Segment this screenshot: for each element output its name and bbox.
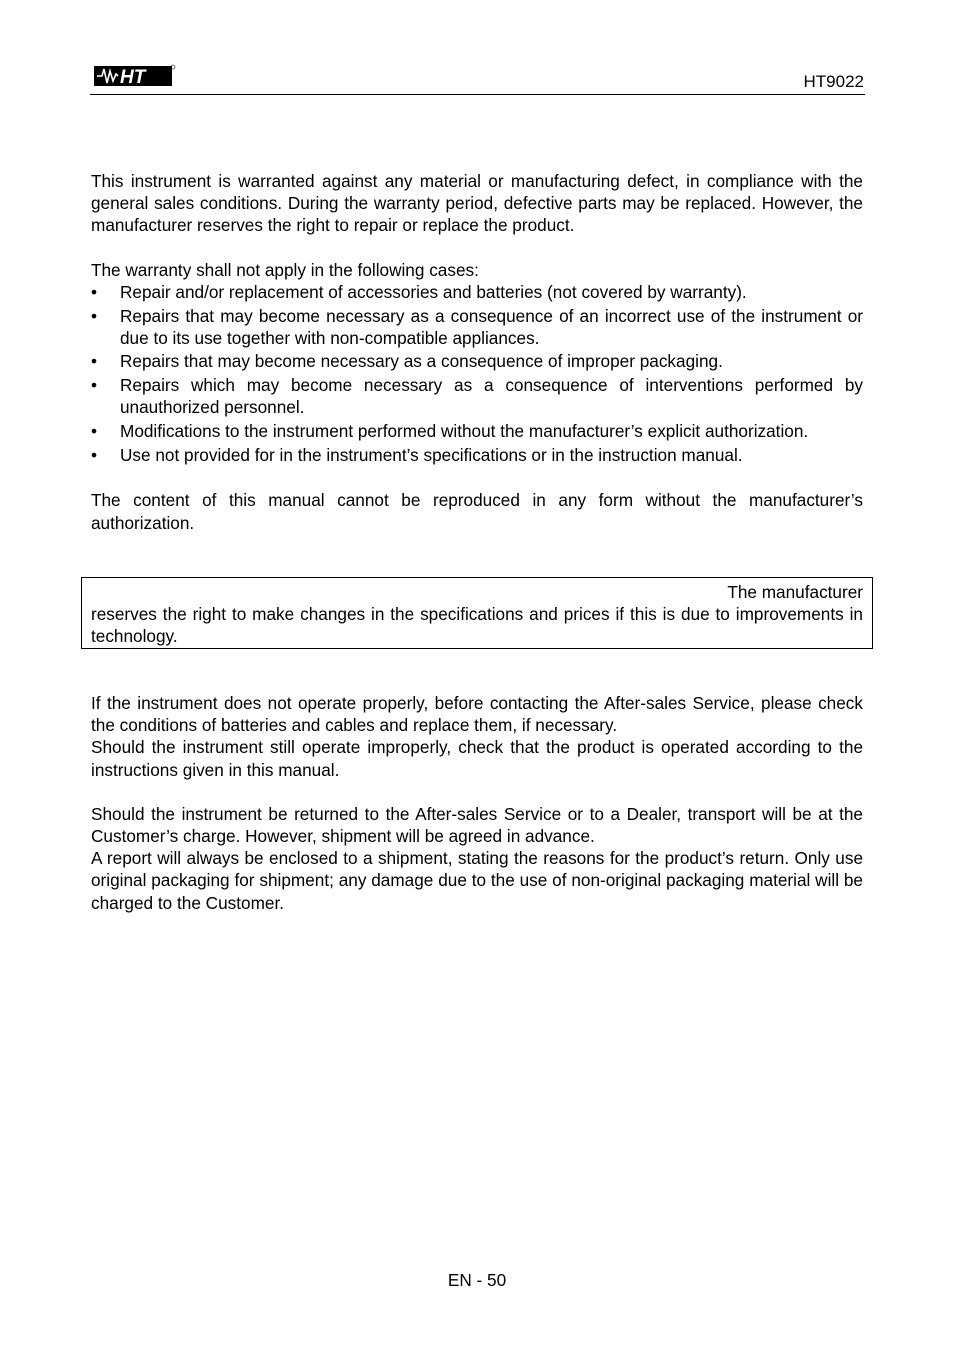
bullet-icon: •	[91, 375, 98, 396]
service-paragraph-4: A report will always be enclosed to a shipment, stating the reasons for the product’s return. Only use original packaging for shipment; any damage due to the use of non-original packaging material will be charged to the Customer.	[91, 848, 863, 913]
service-paragraph-2: Should the instrument still operate improperly, check that the product is operated according to the instructions given in this manual.	[91, 737, 863, 780]
bullet-icon: •	[91, 351, 98, 372]
list-item: • Repairs that may become necessary as a consequence of improper packaging.	[91, 351, 723, 372]
exclusions-list	[91, 281, 863, 466]
bullet-icon: •	[91, 305, 98, 326]
page-number: EN - 50	[447, 1270, 507, 1290]
warranty-section	[91, 170, 863, 534]
list-item: • Use not provided for in the instrument’s specifications or in the instruction manual.	[91, 444, 743, 465]
exclusions-title: The warranty shall not apply in the following cases:	[91, 259, 479, 280]
ht-logo	[94, 62, 176, 88]
list-item: • Repairs which may become necessary as a consequence of interventions performed by unauthorized personnel.	[91, 375, 863, 418]
page-header	[90, 60, 865, 95]
list-item: • Modifications to the instrument performed without the manufacturer’s explicit authorization.	[91, 421, 809, 442]
warranty-intro: This instrument is warranted against any material or manufacturing defect, in compliance with the general sales conditions. During the warranty period, defective parts may be replaced. However, the manufacturer reserves the right to repair or replace the product.	[91, 171, 863, 236]
service-paragraph-1: If the instrument does not operate properly, before contacting the After-sales Service, please check the conditions of batteries and cables and replace them, if necessary.	[91, 693, 863, 736]
list-item: • Repair and/or replacement of accessories and batteries (not covered by warranty).	[91, 281, 747, 302]
notice-box	[81, 577, 873, 649]
model-number: HT9022	[803, 72, 864, 91]
bullet-icon: •	[91, 421, 98, 442]
list-item: • Repairs that may become necessary as a consequence of an incorrect use of the instrument or due to its use together with non-compatible appliances.	[91, 305, 863, 348]
notice-line-1: The manufacturer	[727, 582, 863, 602]
bullet-icon: •	[91, 281, 98, 302]
notice-text: reserves the right to make changes in the specifications and prices if this is due to improvements in technology.	[91, 604, 863, 647]
bullet-icon: •	[91, 444, 98, 465]
service-paragraph-3: Should the instrument be returned to the After-sales Service or to a Dealer, transport will be at the Customer’s charge. However, shipment will be agreed in advance.	[91, 803, 863, 847]
svg-text:HT: HT	[120, 67, 146, 88]
copyright-notice: The content of this manual cannot be reproduced in any form without the manufacturer’s authorization.	[91, 490, 863, 533]
service-section	[91, 692, 863, 914]
